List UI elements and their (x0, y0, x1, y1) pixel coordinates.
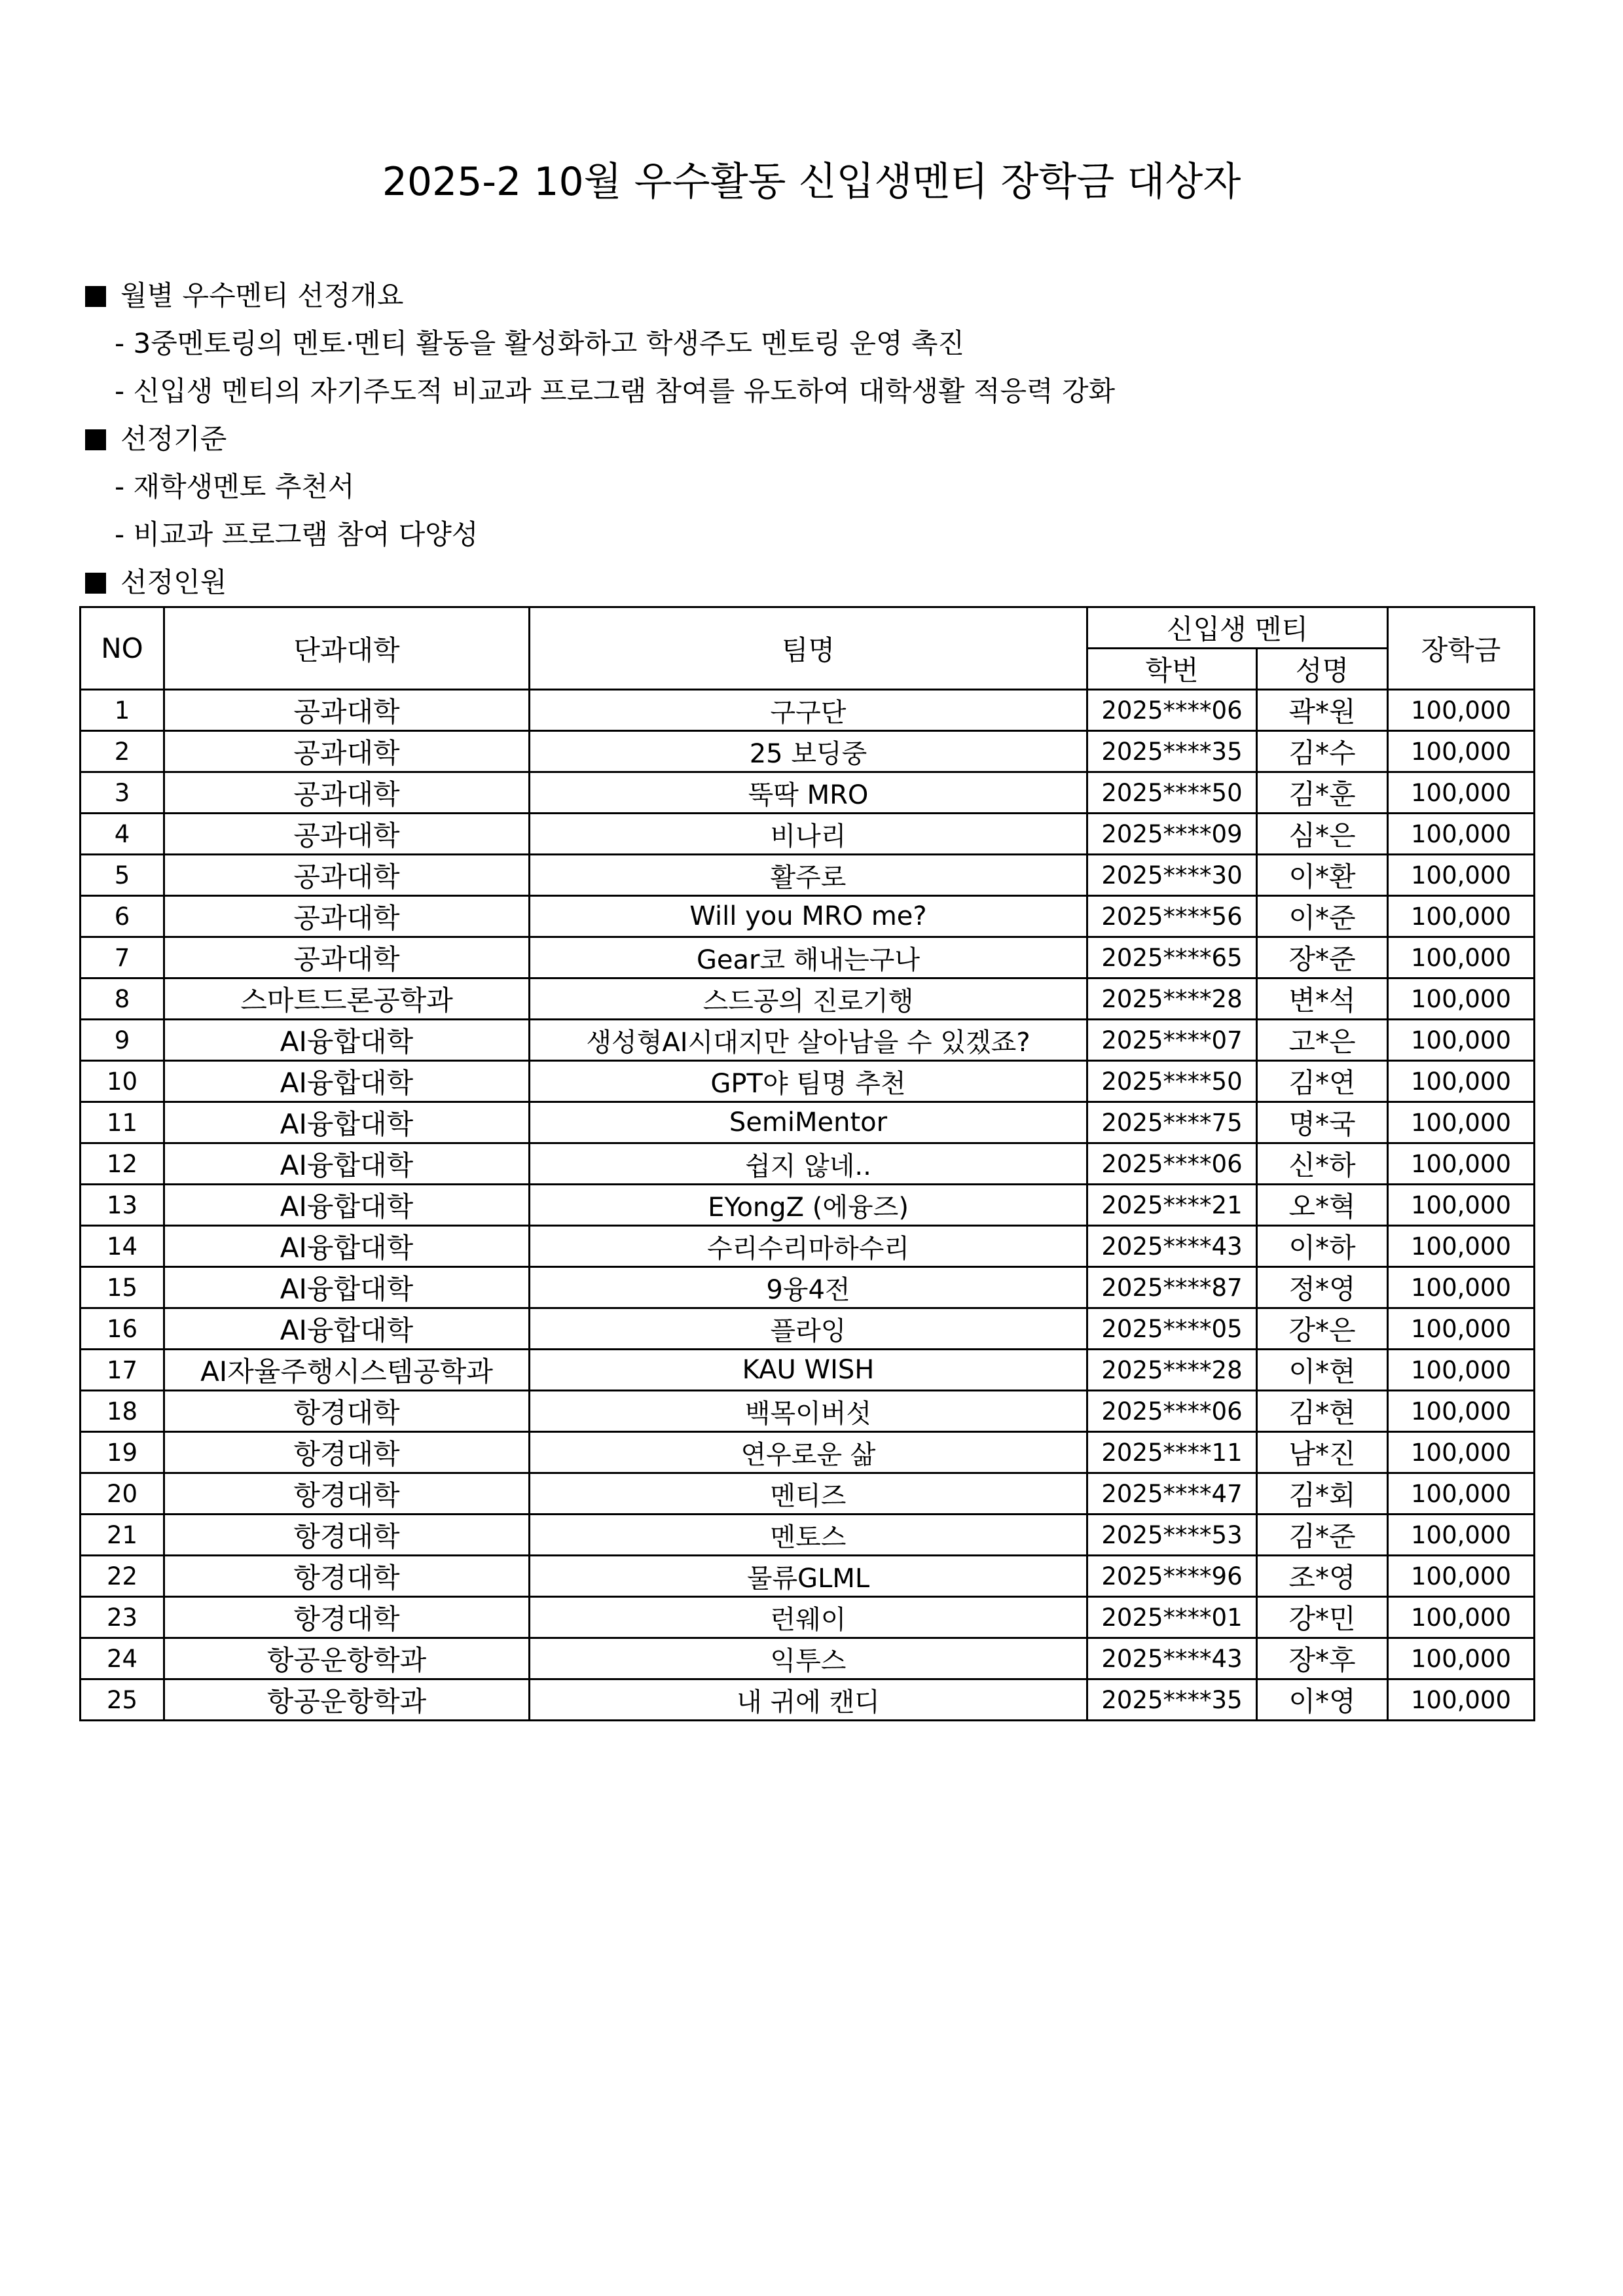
cell-team-name: 수리수리마하수리 (530, 1226, 1087, 1267)
table-body (81, 690, 1535, 1721)
cell-student-id: 2025****05 (1087, 1308, 1257, 1350)
cell-team-name: Gear코 해내는구나 (530, 937, 1087, 978)
cell-college: 항경대학 (164, 1515, 530, 1556)
cell-scholarship-amount: 100,000 (1388, 855, 1535, 896)
cell-name: 오*혁 (1257, 1185, 1388, 1226)
table-row (81, 855, 1535, 896)
table-row (81, 1308, 1535, 1350)
cell-name: 김*회 (1257, 1473, 1388, 1515)
cell-college: 공과대학 (164, 731, 530, 772)
section-heading-criteria (85, 415, 1115, 463)
cell-scholarship-amount: 100,000 (1388, 1267, 1535, 1308)
cell-no: 6 (81, 896, 164, 937)
cell-student-id: 2025****53 (1087, 1515, 1257, 1556)
cell-college: 항공운항학과 (164, 1679, 530, 1721)
table-row (81, 1267, 1535, 1308)
cell-name: 고*은 (1257, 1020, 1388, 1061)
cell-college: AI융합대학 (164, 1226, 530, 1267)
cell-team-name: 플라잉 (530, 1308, 1087, 1350)
table-row (81, 1597, 1535, 1638)
cell-name: 이*하 (1257, 1226, 1388, 1267)
cell-no: 2 (81, 731, 164, 772)
table-row (81, 1350, 1535, 1391)
cell-team-name: 구구단 (530, 690, 1087, 731)
cell-scholarship-amount: 100,000 (1388, 1638, 1535, 1679)
cell-name: 김*훈 (1257, 772, 1388, 814)
cell-scholarship-amount: 100,000 (1388, 1391, 1535, 1432)
table-row (81, 814, 1535, 855)
cell-scholarship-amount: 100,000 (1388, 1308, 1535, 1350)
cell-student-id: 2025****87 (1087, 1267, 1257, 1308)
cell-college: 공과대학 (164, 772, 530, 814)
cell-student-id: 2025****50 (1087, 1061, 1257, 1102)
cell-student-id: 2025****56 (1087, 896, 1257, 937)
cell-scholarship-amount: 100,000 (1388, 1102, 1535, 1143)
cell-no: 13 (81, 1185, 164, 1226)
cell-scholarship-amount: 100,000 (1388, 1061, 1535, 1102)
cell-scholarship-amount: 100,000 (1388, 1597, 1535, 1638)
overview-bullet: - 3중멘토링의 멘토·멘티 활동을 활성화하고 학생주도 멘토링 운영 촉진 (115, 327, 965, 359)
cell-student-id: 2025****30 (1087, 855, 1257, 896)
cell-college: AI융합대학 (164, 1308, 530, 1350)
cell-student-id: 2025****28 (1087, 1350, 1257, 1391)
cell-team-name: 백목이버섯 (530, 1391, 1087, 1432)
cell-student-id: 2025****35 (1087, 731, 1257, 772)
cell-college: AI융합대학 (164, 1185, 530, 1226)
table-row (81, 937, 1535, 978)
cell-no: 12 (81, 1143, 164, 1185)
cell-college: AI융합대학 (164, 1102, 530, 1143)
cell-student-id: 2025****43 (1087, 1226, 1257, 1267)
cell-scholarship-amount: 100,000 (1388, 1226, 1535, 1267)
cell-team-name: 뚝딱 MRO (530, 772, 1087, 814)
table-row (81, 1638, 1535, 1679)
cell-name: 조*영 (1257, 1556, 1388, 1597)
cell-team-name: 활주로 (530, 855, 1087, 896)
table-row (81, 896, 1535, 937)
cell-team-name: 멘티즈 (530, 1473, 1087, 1515)
cell-no: 11 (81, 1102, 164, 1143)
cell-college: AI융합대학 (164, 1061, 530, 1102)
table-row (81, 1679, 1535, 1721)
cell-team-name: 내 귀에 캔디 (530, 1679, 1087, 1721)
cell-student-id: 2025****06 (1087, 1391, 1257, 1432)
cell-college: 항경대학 (164, 1391, 530, 1432)
cell-college: 공과대학 (164, 896, 530, 937)
cell-scholarship-amount: 100,000 (1388, 1432, 1535, 1473)
cell-college: 항공운항학과 (164, 1638, 530, 1679)
cell-college: AI융합대학 (164, 1267, 530, 1308)
cell-name: 곽*원 (1257, 690, 1388, 731)
header-no: NO (81, 607, 164, 690)
cell-scholarship-amount: 100,000 (1388, 1020, 1535, 1061)
cell-team-name: 비나리 (530, 814, 1087, 855)
header-student-id: 학번 (1087, 649, 1257, 690)
header-college: 단과대학 (164, 607, 530, 690)
cell-student-id: 2025****06 (1087, 690, 1257, 731)
cell-student-id: 2025****11 (1087, 1432, 1257, 1473)
cell-scholarship-amount: 100,000 (1388, 978, 1535, 1020)
table-row (81, 1143, 1535, 1185)
cell-team-name: SemiMentor (530, 1102, 1087, 1143)
cell-no: 9 (81, 1020, 164, 1061)
table-row (81, 1473, 1535, 1515)
cell-no: 16 (81, 1308, 164, 1350)
cell-student-id: 2025****65 (1087, 937, 1257, 978)
cell-name: 정*영 (1257, 1267, 1388, 1308)
cell-name: 강*민 (1257, 1597, 1388, 1638)
cell-student-id: 2025****47 (1087, 1473, 1257, 1515)
cell-no: 25 (81, 1679, 164, 1721)
cell-team-name: 물류GLML (530, 1556, 1087, 1597)
cell-team-name: 런웨이 (530, 1597, 1087, 1638)
table-row (81, 731, 1535, 772)
cell-team-name: EYongZ (에융즈) (530, 1185, 1087, 1226)
cell-student-id: 2025****96 (1087, 1556, 1257, 1597)
cell-team-name: 25 보딩중 (530, 731, 1087, 772)
cell-name: 이*준 (1257, 896, 1388, 937)
cell-team-name: GPT야 팀명 추천 (530, 1061, 1087, 1102)
cell-name: 변*석 (1257, 978, 1388, 1020)
cell-team-name: 스드공의 진로기행 (530, 978, 1087, 1020)
section-heading-text: 월별 우수멘티 선정개요 (120, 279, 404, 312)
table-row (81, 690, 1535, 731)
cell-team-name: 9융4전 (530, 1267, 1087, 1308)
cell-scholarship-amount: 100,000 (1388, 814, 1535, 855)
cell-name: 이*환 (1257, 855, 1388, 896)
cell-no: 10 (81, 1061, 164, 1102)
cell-college: AI자율주행시스템공학과 (164, 1350, 530, 1391)
table-row (81, 1061, 1535, 1102)
cell-team-name: 멘토스 (530, 1515, 1087, 1556)
cell-scholarship-amount: 100,000 (1388, 772, 1535, 814)
cell-team-name: 익투스 (530, 1638, 1087, 1679)
cell-college: 항경대학 (164, 1432, 530, 1473)
cell-no: 24 (81, 1638, 164, 1679)
cell-name: 강*은 (1257, 1308, 1388, 1350)
cell-name: 이*현 (1257, 1350, 1388, 1391)
cell-scholarship-amount: 100,000 (1388, 1185, 1535, 1226)
cell-name: 김*현 (1257, 1391, 1388, 1432)
cell-college: 스마트드론공학과 (164, 978, 530, 1020)
table-row (81, 772, 1535, 814)
cell-scholarship-amount: 100,000 (1388, 690, 1535, 731)
cell-name: 명*국 (1257, 1102, 1388, 1143)
table-row (81, 1185, 1535, 1226)
cell-college: 공과대학 (164, 690, 530, 731)
cell-no: 3 (81, 772, 164, 814)
cell-no: 15 (81, 1267, 164, 1308)
table-row (81, 1102, 1535, 1143)
cell-no: 21 (81, 1515, 164, 1556)
cell-student-id: 2025****43 (1087, 1638, 1257, 1679)
table-row (81, 1226, 1535, 1267)
cell-student-id: 2025****28 (1087, 978, 1257, 1020)
cell-no: 20 (81, 1473, 164, 1515)
overview-bullet: - 신입생 멘티의 자기주도적 비교과 프로그램 참여를 유도하여 대학생활 적응력 강화 (115, 375, 1116, 407)
cell-scholarship-amount: 100,000 (1388, 937, 1535, 978)
cell-scholarship-amount: 100,000 (1388, 1143, 1535, 1185)
cell-name: 신*하 (1257, 1143, 1388, 1185)
cell-college: 항경대학 (164, 1556, 530, 1597)
table-row (81, 1391, 1535, 1432)
black-square-icon (85, 573, 106, 594)
cell-no: 18 (81, 1391, 164, 1432)
cell-team-name: KAU WISH (530, 1350, 1087, 1391)
cell-scholarship-amount: 100,000 (1388, 731, 1535, 772)
section-heading-text: 선정기준 (120, 423, 227, 455)
criteria-bullet: - 비교과 프로그램 참여 다양성 (115, 518, 479, 550)
cell-student-id: 2025****01 (1087, 1597, 1257, 1638)
table-row (81, 1020, 1535, 1061)
header-mentee-group: 신입생 멘티 (1087, 607, 1388, 649)
cell-student-id: 2025****50 (1087, 772, 1257, 814)
cell-student-id: 2025****75 (1087, 1102, 1257, 1143)
cell-scholarship-amount: 100,000 (1388, 1350, 1535, 1391)
cell-name: 김*수 (1257, 731, 1388, 772)
cell-scholarship-amount: 100,000 (1388, 1515, 1535, 1556)
cell-scholarship-amount: 100,000 (1388, 1679, 1535, 1721)
cell-no: 7 (81, 937, 164, 978)
black-square-icon (85, 429, 106, 450)
cell-name: 이*영 (1257, 1679, 1388, 1721)
table-row (81, 1515, 1535, 1556)
cell-college: AI융합대학 (164, 1020, 530, 1061)
cell-name: 김*연 (1257, 1061, 1388, 1102)
cell-no: 14 (81, 1226, 164, 1267)
cell-college: 공과대학 (164, 937, 530, 978)
cell-team-name: 생성형AI시대지만 살아남을 수 있겠죠? (530, 1020, 1087, 1061)
header-team: 팀명 (530, 607, 1087, 690)
cell-scholarship-amount: 100,000 (1388, 1556, 1535, 1597)
table-row (81, 1556, 1535, 1597)
cell-student-id: 2025****09 (1087, 814, 1257, 855)
cell-no: 19 (81, 1432, 164, 1473)
cell-team-name: Will you MRO me? (530, 896, 1087, 937)
header-name: 성명 (1257, 649, 1388, 690)
cell-scholarship-amount: 100,000 (1388, 1473, 1535, 1515)
cell-student-id: 2025****21 (1087, 1185, 1257, 1226)
cell-student-id: 2025****35 (1087, 1679, 1257, 1721)
cell-name: 남*진 (1257, 1432, 1388, 1473)
cell-college: 항경대학 (164, 1473, 530, 1515)
cell-name: 장*후 (1257, 1638, 1388, 1679)
cell-team-name: 연우로운 삶 (530, 1432, 1087, 1473)
cell-student-id: 2025****06 (1087, 1143, 1257, 1185)
criteria-bullet: - 재학생멘토 추천서 (115, 471, 355, 503)
cell-student-id: 2025****07 (1087, 1020, 1257, 1061)
table-row (81, 978, 1535, 1020)
header-scholarship: 장학금 (1388, 607, 1535, 690)
cell-name: 김*준 (1257, 1515, 1388, 1556)
cell-name: 장*준 (1257, 937, 1388, 978)
section-heading-text: 선정인원 (120, 566, 227, 598)
document-title: 2025-2 10월 우수활동 신입생멘티 장학금 대상자 (382, 159, 1241, 205)
cell-college: 항경대학 (164, 1597, 530, 1638)
cell-college: AI융합대학 (164, 1143, 530, 1185)
cell-no: 22 (81, 1556, 164, 1597)
cell-name: 심*은 (1257, 814, 1388, 855)
overview-section (85, 272, 1115, 606)
table-row (81, 1432, 1535, 1473)
cell-no: 23 (81, 1597, 164, 1638)
cell-scholarship-amount: 100,000 (1388, 896, 1535, 937)
cell-team-name: 쉽지 않네.. (530, 1143, 1087, 1185)
black-square-icon (85, 286, 106, 307)
cell-college: 공과대학 (164, 855, 530, 896)
cell-no: 4 (81, 814, 164, 855)
section-heading-overview (85, 272, 1115, 319)
cell-no: 8 (81, 978, 164, 1020)
section-heading-selected (85, 558, 1115, 606)
cell-college: 공과대학 (164, 814, 530, 855)
scholarship-table (79, 606, 1535, 1721)
cell-no: 5 (81, 855, 164, 896)
cell-no: 17 (81, 1350, 164, 1391)
cell-no: 1 (81, 690, 164, 731)
